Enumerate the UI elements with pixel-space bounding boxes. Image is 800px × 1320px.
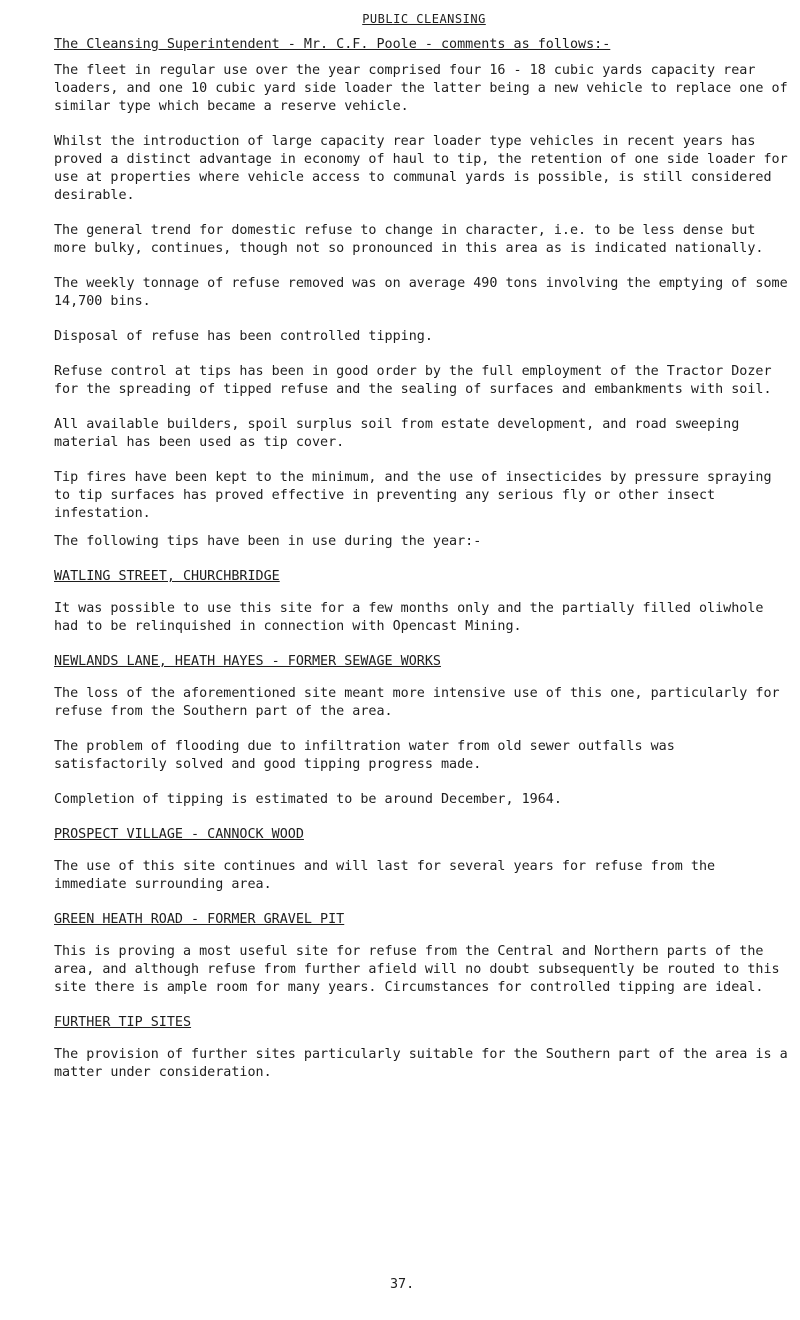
paragraph-newlands-lane-3: Completion of tipping is estimated to be around December, 1964.	[54, 792, 562, 807]
paragraph-rear-loaders: Whilst the introduction of large capacity rear loader type vehicles in recent years has proved a distinct advantage in economy of haul to tip, the retention of one side loader for use at properties where vehicle access to communal yards is possible, is still considered desirable.	[54, 134, 788, 203]
paragraph-disposal: Disposal of refuse has been controlled tipping.	[54, 329, 433, 344]
page-title: PUBLIC CLEANSING	[362, 12, 486, 26]
paragraph-refuse-control: Refuse control at tips has been in good order by the full employment of the Tractor Dozer for the spreading of tipped refuse and the sealing of surfaces and embankments with soil.	[54, 364, 772, 397]
document-page	[54, 10, 794, 1099]
paragraph-prospect-village: The use of this site continues and will last for several years for refuse from the immediate surrounding area.	[54, 859, 716, 892]
paragraph-tips-in-use: The following tips have been in use during the year:-	[54, 534, 482, 549]
paragraph-newlands-lane-1: The loss of the aforementioned site meant more intensive use of this one, particularly for refuse from the Southern part of the area.	[54, 686, 780, 719]
paragraph-further-tip-sites: The provision of further sites particularly suitable for the Southern part of the area is a matter under consideration.	[54, 1047, 788, 1080]
paragraph-refuse-trend: The general trend for domestic refuse to change in character, i.e. to be less dense but more bulky, continues, though not so pronounced in this area as is indicated nationally.	[54, 223, 764, 256]
paragraph-weekly-tonnage: The weekly tonnage of refuse removed was on average 490 tons involving the emptying of some 14,700 bins.	[54, 276, 788, 309]
paragraph-newlands-lane-2: The problem of flooding due to infiltration water from old sewer outfalls was satisfactorily solved and good tipping progress made.	[54, 739, 675, 772]
section-heading-prospect-village: PROSPECT VILLAGE - CANNOCK WOOD	[54, 827, 304, 842]
section-heading-newlands-lane: NEWLANDS LANE, HEATH HAYES - FORMER SEWAGE WORKS	[54, 654, 441, 669]
paragraph-green-heath-road: This is proving a most useful site for refuse from the Central and Northern parts of the area, and although refuse from further afield will no doubt subsequently be routed to this site there is ample room for many years. Circumstances for controlled tipping are ideal.	[54, 944, 780, 995]
section-heading-green-heath-road: GREEN HEATH ROAD - FORMER GRAVEL PIT	[54, 912, 345, 927]
page-number: 37.	[390, 1277, 415, 1292]
paragraph-fleet: The fleet in regular use over the year comprised four 16 - 18 cubic yards capacity rear loaders, and one 10 cubic yard side loader the latter being a new vehicle to replace one of similar type which became a reserve vehicle.	[54, 63, 788, 114]
paragraph-watling-street: It was possible to use this site for a few months only and the partially filled oliwhole had to be relinquished in connection with Opencast Mining.	[54, 601, 764, 634]
section-heading-watling-street: WATLING STREET, CHURCHBRIDGE	[54, 569, 280, 584]
paragraph-tip-cover: All available builders, spoil surplus soil from estate development, and road sweeping material has been used as tip cover.	[54, 417, 740, 450]
paragraph-tip-fires: Tip fires have been kept to the minimum, and the use of insecticides by pressure spraying to tip surfaces has proved effective in preventing any serious fly or other insect infestation.	[54, 470, 772, 521]
intro-heading: The Cleansing Superintendent - Mr. C.F. Poole - comments as follows:-	[54, 37, 611, 52]
section-heading-further-tip-sites: FURTHER TIP SITES	[54, 1015, 192, 1030]
